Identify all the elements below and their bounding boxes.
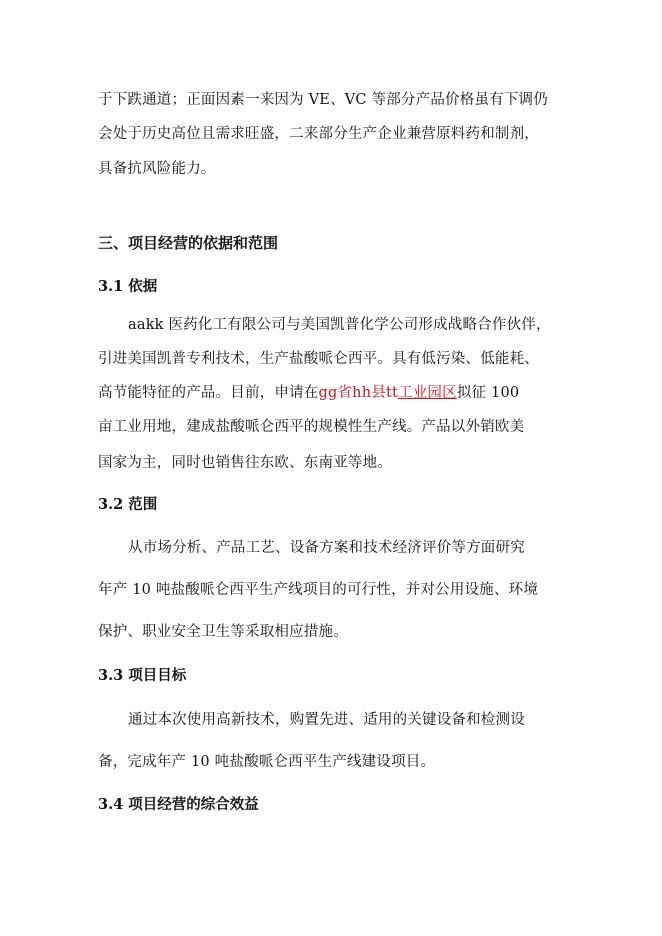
paragraph-3-2-line-3: 保护、职业安全卫生等采取相应措施。 (98, 624, 348, 640)
intro-line-3: 具备抗风险能力。 (98, 161, 216, 177)
paragraph-3-1-line-3 (98, 381, 519, 402)
paragraph-3-3-line-1: 通过本次使用高新技术，购置先进、适用的关键设备和检测设 (128, 712, 525, 728)
paragraph-3-2-line-2: 年产 10 吨盐酸哌仑西平生产线项目的可行性，并对公用设施、环境 (98, 582, 539, 598)
subsection-heading-3-4: 3.4 项目经营的综合效益 (98, 796, 259, 813)
paragraph-3-1-line-1: aakk 医药化工有限公司与美国凯普化学公司形成战略合作伙伴， (128, 317, 551, 333)
location-industrial-park: 工业园区 (398, 385, 457, 401)
location-hh: hh (352, 385, 372, 401)
paragraph-3-3-line-2: 备，完成年产 10 吨盐酸哌仑西平生产线建设项目。 (98, 754, 436, 770)
subsection-heading-3-3: 3.3 项目目标 (98, 667, 187, 684)
paragraph-3-1-line-2: 引进美国凯普专利技术，生产盐酸哌仑西平。具有低污染、低能耗、 (98, 351, 539, 367)
location-tt: tt (385, 385, 399, 401)
subsection-heading-3-1: 3.1 依据 (98, 278, 158, 295)
paragraph-3-2-line-1: 从市场分析、产品工艺、设备方案和技术经济评价等方面研究 (128, 540, 525, 556)
paragraph-3-1-line-5: 国家为主，同时也销售往东欧、东南亚等地。 (98, 455, 392, 471)
subsection-heading-3-2: 3.2 范围 (98, 496, 158, 513)
intro-line-2: 会处于历史高位且需求旺盛，二来部分生产企业兼营原料药和制剂， (98, 126, 539, 142)
location-gg: gg (318, 385, 338, 401)
location-sheng: 省 (337, 385, 353, 401)
paragraph-3-1-line-4: 亩工业用地，建成盐酸哌仑西平的规模性生产线。产品以外销欧美 (98, 419, 525, 435)
section-heading: 三、项目经营的依据和范围 (98, 234, 279, 252)
intro-line-1: 于下跌通道；正面因素一来因为 VE、VC 等部分产品价格虽有下调仍 (98, 92, 548, 108)
paragraph-3-1-line-3-start: 高节能特征的产品。目前，申请在 (98, 385, 319, 401)
location-xian: 县 (371, 385, 386, 401)
paragraph-3-1-line-3-end: 拟征 100 (456, 385, 520, 401)
